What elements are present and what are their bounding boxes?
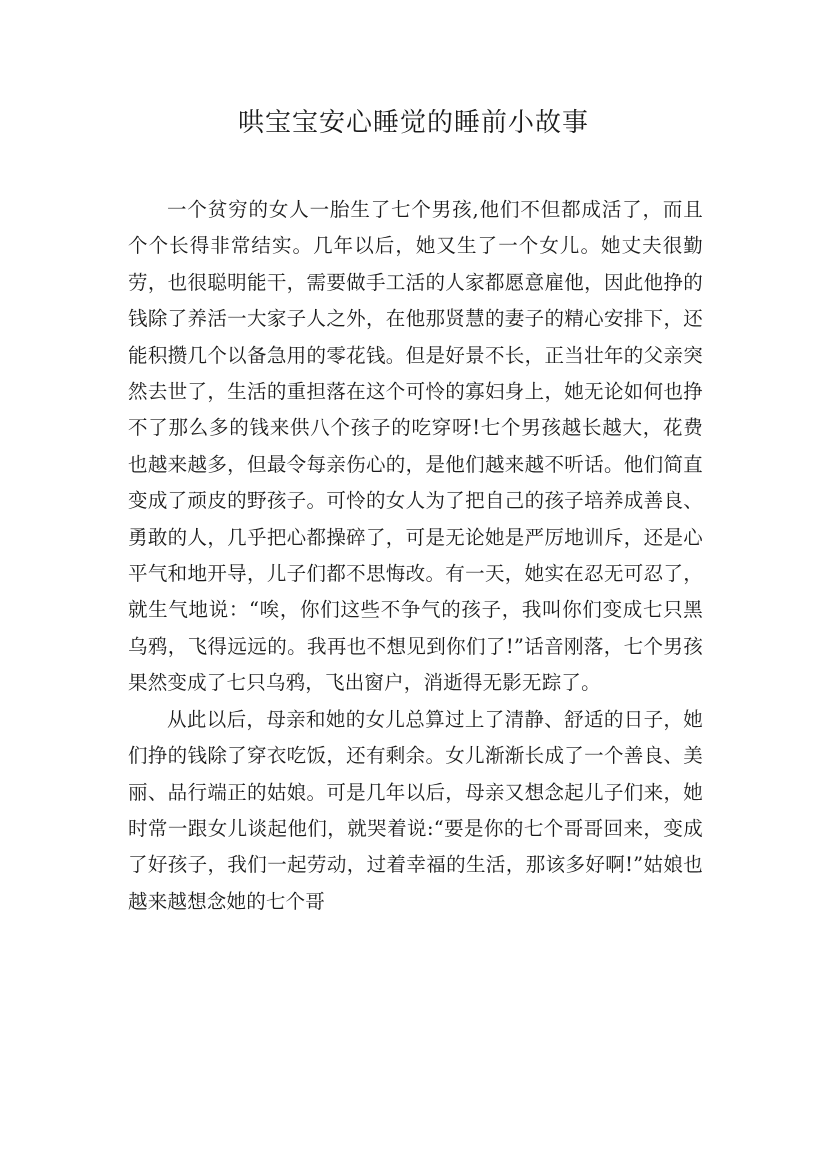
- paragraph-2: 从此以后，母亲和她的女儿总算过上了清静、舒适的日子，她们挣的钱除了穿衣吃饭，还有剩余。女儿渐渐长成了一个善良、美丽、品行端正的姑娘。可是几年以后，母亲又想念起儿子们来，她时常一跟女儿谈起他们，就哭着说:“要是你的七个哥哥回来，变成了好孩子，我们一起劳动，过着幸福的生活，那该多好啊!”姑娘也越来越想念她的七个哥: [128, 707, 703, 913]
- paragraph-1: 一个贫穷的女人一胎生了七个男孩,他们不但都成活了，而且个个长得非常结实。几年以后，她又生了一个女儿。她丈夫很勤劳，也很聪明能干，需要做手工活的人家都愿意雇他，因此他挣的钱除了养活一大家子人之外，在他那贤慧的妻子的精心安排下，还能积攒几个以备急用的零花钱。但是好景不长，正当壮年的父亲突然去世了，生活的重担落在这个可怜的寡妇身上，她无论如何也挣不了那么多的钱来供八个孩子的吃穿呀!七个男孩越长越大，花费也越来越多，但最令每亲伤心的，是他们越来越不听话。他们简直变成了顽皮的野孩子。可怜的女人为了把自己的孩子培养成善良、勇敢的人，几乎把心都操碎了，可是无论她是严厉地训斥，还是心平气和地开导，儿子们都不思悔改。有一天，她实在忍无可忍了，就生气地说：“唉，你们这些不争气的孩子，我叫你们变成七只黑乌鸦，飞得远远的。我再也不想见到你们了!”话音刚落，七个男孩果然变成了七只乌鸦，飞出窗户，消逝得无影无踪了。: [128, 198, 703, 695]
- document-body: [128, 192, 703, 920]
- document-title: 哄宝宝安心睡觉的睡前小故事: [237, 108, 589, 138]
